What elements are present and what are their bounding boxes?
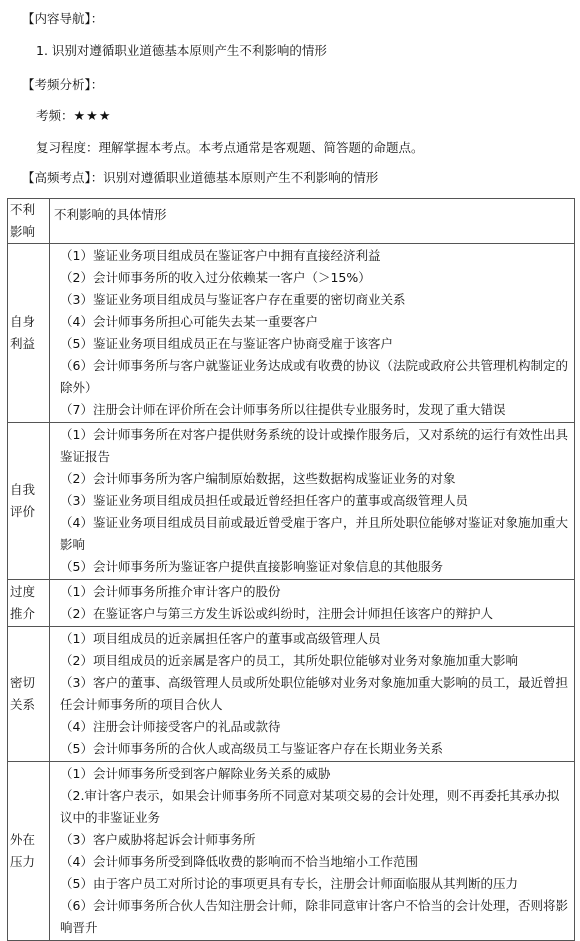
list-item: （1）会计师事务所受到客户解除业务关系的威胁 — [60, 766, 331, 781]
frequency-line — [36, 107, 111, 126]
situations-cell — [50, 423, 575, 580]
list-item: （1）会计师事务所推介审计客户的股份 — [60, 584, 281, 599]
category-cell: 密切关系 — [8, 627, 50, 762]
category-cell: 自身利益 — [8, 244, 50, 423]
frequency-stars: ★★★ — [73, 109, 112, 124]
table-row-advocacy — [8, 580, 575, 627]
header-situations: 不利影响的具体情形 — [50, 199, 575, 244]
situations-cell — [50, 580, 575, 627]
list-item: （6）会计师事务所与客户就鉴证业务达成或有收费的协议（法院或政府公共管理机构制定的除外） — [60, 358, 568, 395]
list-item: （1）会计师事务所在对客户提供财务系统的设计或操作服务后，又对系统的运行有效性出具鉴证报告 — [60, 427, 568, 464]
analysis-heading: 【考频分析】： — [22, 77, 104, 92]
table-row-familiarity — [8, 627, 575, 762]
table-row-self-review — [8, 423, 575, 580]
adverse-effects-table — [7, 198, 575, 941]
list-item: （4）注册会计师接受客户的礼品或款待 — [60, 719, 281, 734]
list-item: （3）客户威胁将起诉会计师事务所 — [60, 832, 256, 847]
table-row-self-interest — [8, 244, 575, 423]
list-item: （4）鉴证业务项目组成员目前或最近曾受雇于客户，并且所处职位能够对鉴证对象施加重大影响 — [60, 515, 568, 552]
table-row-intimidation — [8, 762, 575, 941]
situations-cell — [50, 762, 575, 941]
frequency-label: 考频： — [36, 108, 74, 123]
list-item: （2）项目组成员的近亲属是客户的员工，其所处职位能够对业务对象施加重大影响 — [60, 653, 518, 668]
header-category: 不利影响 — [8, 199, 50, 244]
key-point-heading: 【高频考点】：识别对遵循职业道德基本原则产生不利影响的情形 — [22, 170, 379, 185]
list-item: （5）会计师事务所为鉴证客户提供直接影响鉴证对象信息的其他服务 — [60, 559, 443, 574]
list-item: （2.审计客户表示，如果会计师事务所不同意对某项交易的会计处理，则不再委托其承办拟议中的非鉴证业务 — [60, 788, 560, 825]
list-item: （5）由于客户员工对所讨论的事项更具有专长，注册会计师面临服从其判断的压力 — [60, 876, 518, 891]
nav-item: 1. 识别对遵循职业道德基本原则产生不利影响的情形 — [36, 43, 327, 58]
list-item: （1）鉴证业务项目组成员在鉴证客户中拥有直接经济利益 — [60, 248, 381, 263]
list-item: （3）鉴证业务项目组成员担任或最近曾经担任客户的董事或高级管理人员 — [60, 493, 468, 508]
category-cell: 过度推介 — [8, 580, 50, 627]
list-item: （4）会计师事务所受到降低收费的影响而不恰当地缩小工作范围 — [60, 854, 418, 869]
nav-heading: 【内容导航】： — [22, 11, 104, 26]
table-header-row — [8, 199, 575, 244]
list-item: （3）客户的董事、高级管理人员或所处职位能够对业务对象施加重大影响的员工，最近曾担任会计师事务所的项目合伙人 — [60, 675, 568, 712]
situations-cell — [50, 627, 575, 762]
list-item: （5）鉴证业务项目组成员正在与鉴证客户协商受雇于该客户 — [60, 336, 393, 351]
list-item: （4）会计师事务所担心可能失去某一重要客户 — [60, 314, 318, 329]
category-cell: 自我评价 — [8, 423, 50, 580]
list-item: （1）项目组成员的近亲属担任客户的董事或高级管理人员 — [60, 631, 381, 646]
review-text: 复习程度：理解掌握本考点。本考点通常是客观题、简答题的命题点。 — [36, 140, 424, 155]
situations-cell — [50, 244, 575, 423]
list-item: （3）鉴证业务项目组成员与鉴证客户存在重要的密切商业关系 — [60, 292, 406, 307]
category-cell: 外在压力 — [8, 762, 50, 941]
list-item: （2）会计师事务所的收入过分依赖某一客户（＞15%） — [60, 270, 371, 285]
list-item: （6）会计师事务所合伙人告知注册会计师，除非同意审计客户不恰当的会计处理，否则将影响晋升 — [60, 898, 568, 935]
list-item: （5）会计师事务所的合伙人或高级员工与鉴证客户存在长期业务关系 — [60, 741, 443, 756]
list-item: （2）在鉴证客户与第三方发生诉讼或纠纷时，注册会计师担任该客户的辩护人 — [60, 606, 493, 621]
list-item: （2）会计师事务所为客户编制原始数据，这些数据构成鉴证业务的对象 — [60, 471, 456, 486]
list-item: （7）注册会计师在评价所在会计师事务所以往提供专业服务时，发现了重大错误 — [60, 402, 506, 417]
